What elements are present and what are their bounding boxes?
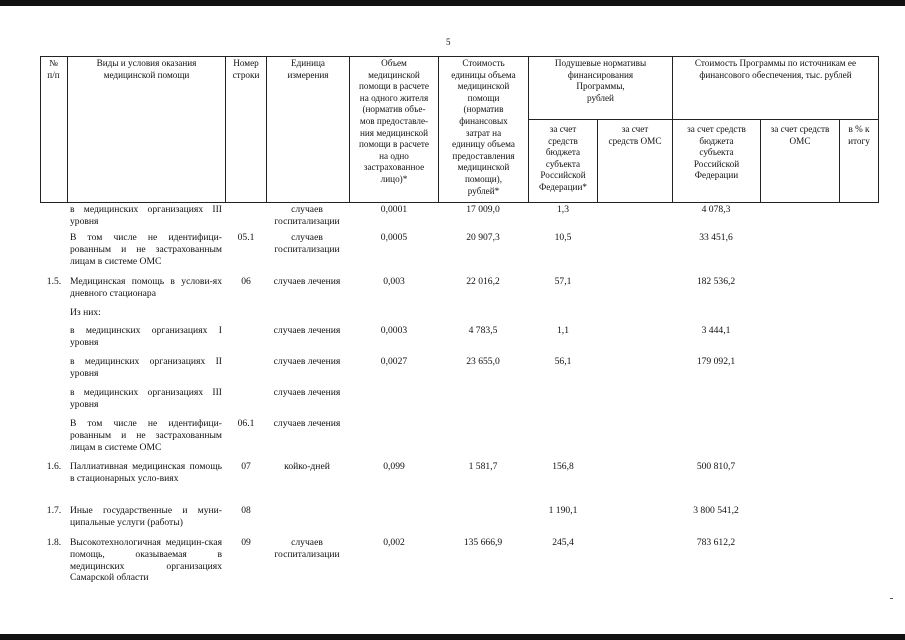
header-volume: Объем медицинской помощи в расчете на одного жителя (норматив объе- мов предоставле- ния медицинской помощи в расчете на одно застрахованное лицо)* (358, 58, 430, 184)
row-number: 1.6. (46, 461, 62, 472)
row-description: В том числе не идентифици-рованным и не застрахованным лицам в системе ОМС (70, 232, 222, 267)
row-number: 1.7. (46, 505, 62, 516)
row-unit: случаев лечения (273, 387, 341, 398)
row-volume: 0,0003 (380, 325, 408, 336)
row-description: Паллиативная медицинская помощь в стационарных усло-виях (70, 461, 222, 484)
header-pc-budget: за счет средств бюджета субъекта Российской Федерации* (539, 124, 587, 192)
row-description: В том числе не идентифици-рованным и не застрахованным лицам в системе ОМС (70, 418, 222, 453)
header-unit: Единица измерения (287, 58, 329, 80)
header-pr-percent: в % к итогу (848, 124, 870, 146)
row-unit: случаев госпитализации (274, 537, 340, 560)
row-unit-cost: 23 655,0 (466, 356, 500, 367)
row-unit-cost: 4 783,5 (468, 325, 498, 336)
row-description: в медицинских организациях III уровня (70, 204, 222, 227)
row-unit-cost: 22 016,2 (466, 276, 500, 287)
row-unit-cost: 17 009,0 (466, 204, 500, 215)
row-pr-budget: 182 536,2 (696, 276, 736, 287)
row-pc-budget: 1,1 (557, 325, 569, 336)
header-line-number: Номер строки (232, 58, 260, 80)
row-unit-cost: 20 907,3 (466, 232, 500, 243)
row-pr-budget: 500 810,7 (696, 461, 736, 472)
row-pc-budget: 245,4 (552, 537, 574, 548)
row-pc-budget: 10,5 (554, 232, 572, 243)
row-description: Иные государственные и муни-ципальные услуги (работы) (70, 505, 222, 528)
row-description: в медицинских организациях II уровня (70, 356, 222, 379)
row-unit: случаев лечения (273, 325, 341, 336)
row-pc-budget: 156,8 (552, 461, 574, 472)
row-pr-budget: 3 444,1 (701, 325, 731, 336)
row-pr-budget: 179 092,1 (696, 356, 736, 367)
row-line-number: 06.1 (237, 418, 255, 429)
row-unit: случаев лечения (273, 356, 341, 367)
row-volume: 0,0001 (380, 204, 408, 215)
row-pc-budget: 1 190,1 (548, 505, 578, 516)
row-description: в медицинских организациях III уровня (70, 387, 222, 410)
row-description: Из них: (70, 307, 101, 318)
row-description: в медицинских организациях I уровня (70, 325, 222, 348)
row-number: 1.5. (46, 276, 62, 287)
header-no: № п/п (47, 58, 60, 80)
row-unit: случаев госпитализации (274, 204, 340, 227)
row-unit: случаев лечения (273, 276, 341, 287)
page-number: 5 (446, 37, 451, 47)
row-line-number: 09 (241, 537, 251, 548)
scan-speck (890, 598, 893, 599)
row-volume: 0,0027 (380, 356, 408, 367)
header-pr-oms: за счет средств ОМС (770, 124, 830, 146)
row-volume: 0,0005 (380, 232, 408, 243)
row-description: Высокотехнологичная медицин-ская помощь, оказываемая в медицинских организациях Самарской области (70, 537, 222, 584)
header-unit-cost: Стоимость единицы объема медицинской помощи (норматив финансовых затрат на единицу объема предоставления медицинской помощи), рублей* (451, 58, 516, 196)
row-line-number: 08 (241, 505, 251, 516)
row-pc-budget: 57,1 (554, 276, 572, 287)
row-pr-budget: 3 800 541,2 (693, 505, 739, 516)
bottom-border (0, 634, 905, 640)
row-description: Медицинская помощь в услови-ях дневного стационара (70, 276, 222, 299)
row-line-number: 07 (241, 461, 251, 472)
row-unit-cost: 135 666,9 (463, 537, 503, 548)
row-volume: 0,099 (383, 461, 405, 472)
row-unit: случаев госпитализации (274, 232, 340, 255)
header-pr-budget: за счет средств бюджета субъекта Российской Федерации (687, 124, 746, 181)
header-pc-oms: за счет средств ОМС (608, 124, 662, 146)
row-number: 1.8. (46, 537, 62, 548)
row-volume: 0,003 (383, 276, 405, 287)
row-unit: койко-дней (284, 461, 330, 472)
row-unit: случаев лечения (273, 418, 341, 429)
header-per-capita-group: Подушевые нормативы финансирования Программы, рублей (554, 58, 647, 103)
row-pr-budget: 33 451,6 (699, 232, 733, 243)
header-care-type: Виды и условия оказания медицинской помощи (96, 58, 197, 80)
top-border (0, 0, 905, 6)
row-pc-budget: 56,1 (554, 356, 572, 367)
row-pr-budget: 4 078,3 (701, 204, 731, 215)
row-line-number: 05.1 (237, 232, 255, 243)
row-volume: 0,002 (383, 537, 405, 548)
row-pr-budget: 783 612,2 (696, 537, 736, 548)
row-line-number: 06 (241, 276, 251, 287)
row-pc-budget: 1,3 (557, 204, 569, 215)
header-program-cost-group: Стоимость Программы по источникам ее финансового обеспечения, тыс. рублей (694, 58, 857, 80)
row-unit-cost: 1 581,7 (468, 461, 498, 472)
